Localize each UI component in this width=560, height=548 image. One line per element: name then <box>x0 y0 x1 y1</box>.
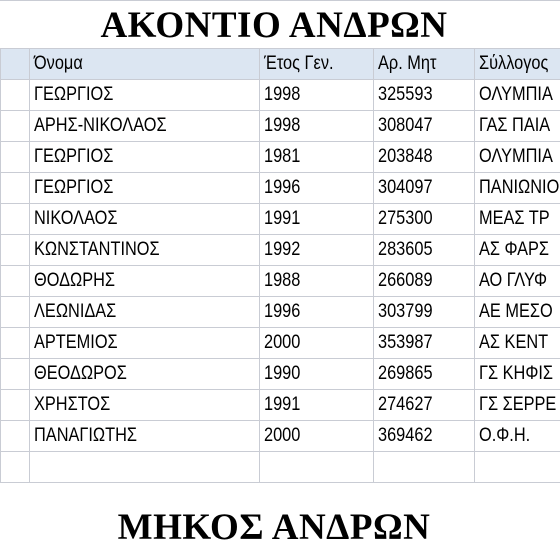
cell-club-text: ΟΛΥΜΠΙΑ <box>479 84 553 106</box>
cell-club[interactable] <box>475 111 560 142</box>
row-number-cell[interactable] <box>1 421 30 452</box>
cell-registration-number-text: 283605 <box>378 239 433 261</box>
cell-registration-number-text: 369462 <box>378 425 433 447</box>
cell-registration-number[interactable] <box>374 111 475 142</box>
cell-name-text: ΚΩΝΣΤΑΝΤΙΝΟΣ <box>34 239 160 261</box>
cell-name-text: ΓΕΩΡΓΙΟΣ <box>34 84 113 106</box>
cell-name[interactable] <box>30 142 260 173</box>
cell-birth-year-text: 1998 <box>264 84 300 106</box>
table-row <box>1 359 560 390</box>
cell-club-text: ΟΛΥΜΠΙΑ <box>479 146 553 168</box>
cell-name-text: ΑΡΤΕΜΙΟΣ <box>34 332 118 354</box>
header-row <box>1 49 560 80</box>
cell-registration-number[interactable] <box>374 390 475 421</box>
cell-club-text: ΜΕΑΣ ΤΡ <box>479 208 550 230</box>
cell-registration-number[interactable] <box>374 297 475 328</box>
cell-birth-year-text: 1988 <box>264 270 300 292</box>
cell-birth-year[interactable] <box>260 266 374 297</box>
row-number-cell[interactable] <box>1 111 30 142</box>
cell-registration-number-text: 353987 <box>378 332 433 354</box>
cell-name-text: ΘΟΔΩΡΗΣ <box>34 270 115 292</box>
cell-registration-number-text: 275300 <box>378 208 433 230</box>
cell-club-text: ΑΣ ΦΑΡΣ <box>479 239 549 261</box>
cell-club-text: ΓΣ ΚΗΦΙΣ <box>479 363 553 385</box>
table-row <box>1 235 560 266</box>
cell-birth-year-text: 1991 <box>264 394 300 416</box>
cell-club[interactable] <box>475 421 560 452</box>
empty-cell[interactable] <box>475 452 560 483</box>
cell-registration-number[interactable] <box>374 266 475 297</box>
cell-birth-year[interactable] <box>260 297 374 328</box>
table-row <box>1 142 560 173</box>
cell-club-text: ΓΣ ΣΕΡΡΕ <box>479 394 556 416</box>
cell-name[interactable] <box>30 204 260 235</box>
cell-club[interactable] <box>475 142 560 173</box>
cell-name[interactable] <box>30 266 260 297</box>
table-row <box>1 111 560 142</box>
cell-club-text: ΓΑΣ ΠΑΙΑ <box>479 115 550 137</box>
cell-registration-number-text: 303799 <box>378 301 433 323</box>
empty-row <box>1 452 560 483</box>
cell-name-text: ΛΕΩΝΙΔΑΣ <box>34 301 116 323</box>
row-number-cell[interactable] <box>1 173 30 204</box>
table-row <box>1 297 560 328</box>
cell-club-text: ΑΣ ΚΕΝΤ <box>479 332 548 354</box>
table-row <box>1 173 560 204</box>
row-number-cell[interactable] <box>1 235 30 266</box>
empty-cell[interactable] <box>374 452 475 483</box>
cell-club-text: Ο.Φ.Η. <box>479 425 530 447</box>
cell-birth-year-text: 2000 <box>264 425 300 447</box>
cell-name[interactable] <box>30 297 260 328</box>
cell-registration-number[interactable] <box>374 235 475 266</box>
cell-birth-year-text: 1996 <box>264 177 300 199</box>
cell-club[interactable] <box>475 173 560 204</box>
cell-birth-year-text: 1990 <box>264 363 300 385</box>
table-row <box>1 80 560 111</box>
sheet-title-javelin-men[interactable]: ΑΚΟΝΤΙΟ ΑΝΔΡΩΝ <box>0 2 560 50</box>
cell-birth-year[interactable] <box>260 390 374 421</box>
row-number-cell[interactable] <box>1 297 30 328</box>
cell-registration-number-text: 304097 <box>378 177 433 199</box>
cell-name-text: ΝΙΚΟΛΑΟΣ <box>34 208 117 230</box>
cell-name-text: ΧΡΗΣΤΟΣ <box>34 394 110 416</box>
cell-club[interactable] <box>475 235 560 266</box>
cell-registration-number-text: 274627 <box>378 394 433 416</box>
cell-name[interactable] <box>30 173 260 204</box>
cell-registration-number-text: 308047 <box>378 115 433 137</box>
row-number-cell[interactable] <box>1 80 30 111</box>
cell-name-text: ΓΕΩΡΓΙΟΣ <box>34 146 113 168</box>
cell-birth-year[interactable] <box>260 359 374 390</box>
cell-name[interactable] <box>30 421 260 452</box>
cell-club-text: ΑΟ ΓΛΥΦ <box>479 270 547 292</box>
empty-cell[interactable] <box>30 452 260 483</box>
cell-registration-number[interactable] <box>374 173 475 204</box>
cell-name[interactable] <box>30 328 260 359</box>
cell-registration-number[interactable] <box>374 204 475 235</box>
header-name[interactable]: Όνομα <box>30 49 260 80</box>
table-row <box>1 328 560 359</box>
cell-name[interactable] <box>30 359 260 390</box>
row-number-cell[interactable] <box>1 452 30 483</box>
cell-registration-number[interactable] <box>374 421 475 452</box>
row-number-cell[interactable] <box>1 49 30 80</box>
cell-club[interactable] <box>475 297 560 328</box>
cell-birth-year[interactable] <box>260 173 374 204</box>
header-club[interactable]: Σύλλογος <box>475 49 560 80</box>
cell-birth-year[interactable] <box>260 235 374 266</box>
cell-name-text: ΓΕΩΡΓΙΟΣ <box>34 177 113 199</box>
cell-birth-year[interactable] <box>260 204 374 235</box>
row-number-cell[interactable] <box>1 390 30 421</box>
cell-club-text: ΠΑΝΙΩΝΙΟ <box>479 177 559 199</box>
empty-cell[interactable] <box>260 452 374 483</box>
cell-registration-number[interactable] <box>374 80 475 111</box>
cell-registration-number[interactable] <box>374 142 475 173</box>
cell-birth-year[interactable] <box>260 111 374 142</box>
results-table <box>0 48 560 483</box>
row-number-cell[interactable] <box>1 266 30 297</box>
cell-name-text: ΘΕΟΔΩΡΟΣ <box>34 363 127 385</box>
cell-club[interactable] <box>475 266 560 297</box>
cell-club[interactable] <box>475 328 560 359</box>
cell-birth-year[interactable] <box>260 80 374 111</box>
cell-name-text: ΑΡΗΣ-ΝΙΚΟΛΑΟΣ <box>34 115 167 137</box>
cell-registration-number[interactable] <box>374 359 475 390</box>
cell-club[interactable] <box>475 390 560 421</box>
cell-name[interactable] <box>30 111 260 142</box>
header-registration-number[interactable]: Αρ. Μητ <box>374 49 475 80</box>
cell-registration-number-text: 325593 <box>378 84 433 106</box>
cell-name-text: ΠΑΝΑΓΙΩΤΗΣ <box>34 425 137 447</box>
table-row <box>1 204 560 235</box>
cell-name[interactable] <box>30 235 260 266</box>
cell-birth-year-text: 1991 <box>264 208 300 230</box>
cell-birth-year-text: 1998 <box>264 115 300 137</box>
cell-birth-year-text: 1981 <box>264 146 300 168</box>
row-number-cell[interactable] <box>1 359 30 390</box>
row-number-cell[interactable] <box>1 142 30 173</box>
cell-name[interactable] <box>30 80 260 111</box>
cell-birth-year-text: 1996 <box>264 301 300 323</box>
table-row <box>1 266 560 297</box>
cell-birth-year[interactable] <box>260 142 374 173</box>
row-number-cell[interactable] <box>1 328 30 359</box>
sheet-title-long-jump-men[interactable]: ΜΗΚΟΣ ΑΝΔΡΩΝ <box>0 508 560 548</box>
cell-birth-year-text: 2000 <box>264 332 300 354</box>
cell-birth-year-text: 1992 <box>264 239 300 261</box>
row-number-cell[interactable] <box>1 204 30 235</box>
cell-birth-year[interactable] <box>260 421 374 452</box>
cell-birth-year[interactable] <box>260 328 374 359</box>
table-row <box>1 390 560 421</box>
cell-name[interactable] <box>30 390 260 421</box>
header-birth-year[interactable]: Έτος Γεν. <box>260 49 374 80</box>
cell-club[interactable] <box>475 204 560 235</box>
cell-registration-number[interactable] <box>374 328 475 359</box>
cell-club[interactable] <box>475 80 560 111</box>
cell-club-text: ΑΕ ΜΕΣΟ <box>479 301 553 323</box>
cell-registration-number-text: 266089 <box>378 270 433 292</box>
cell-registration-number-text: 203848 <box>378 146 433 168</box>
table-row <box>1 421 560 452</box>
cell-club[interactable] <box>475 359 560 390</box>
cell-registration-number-text: 269865 <box>378 363 433 385</box>
